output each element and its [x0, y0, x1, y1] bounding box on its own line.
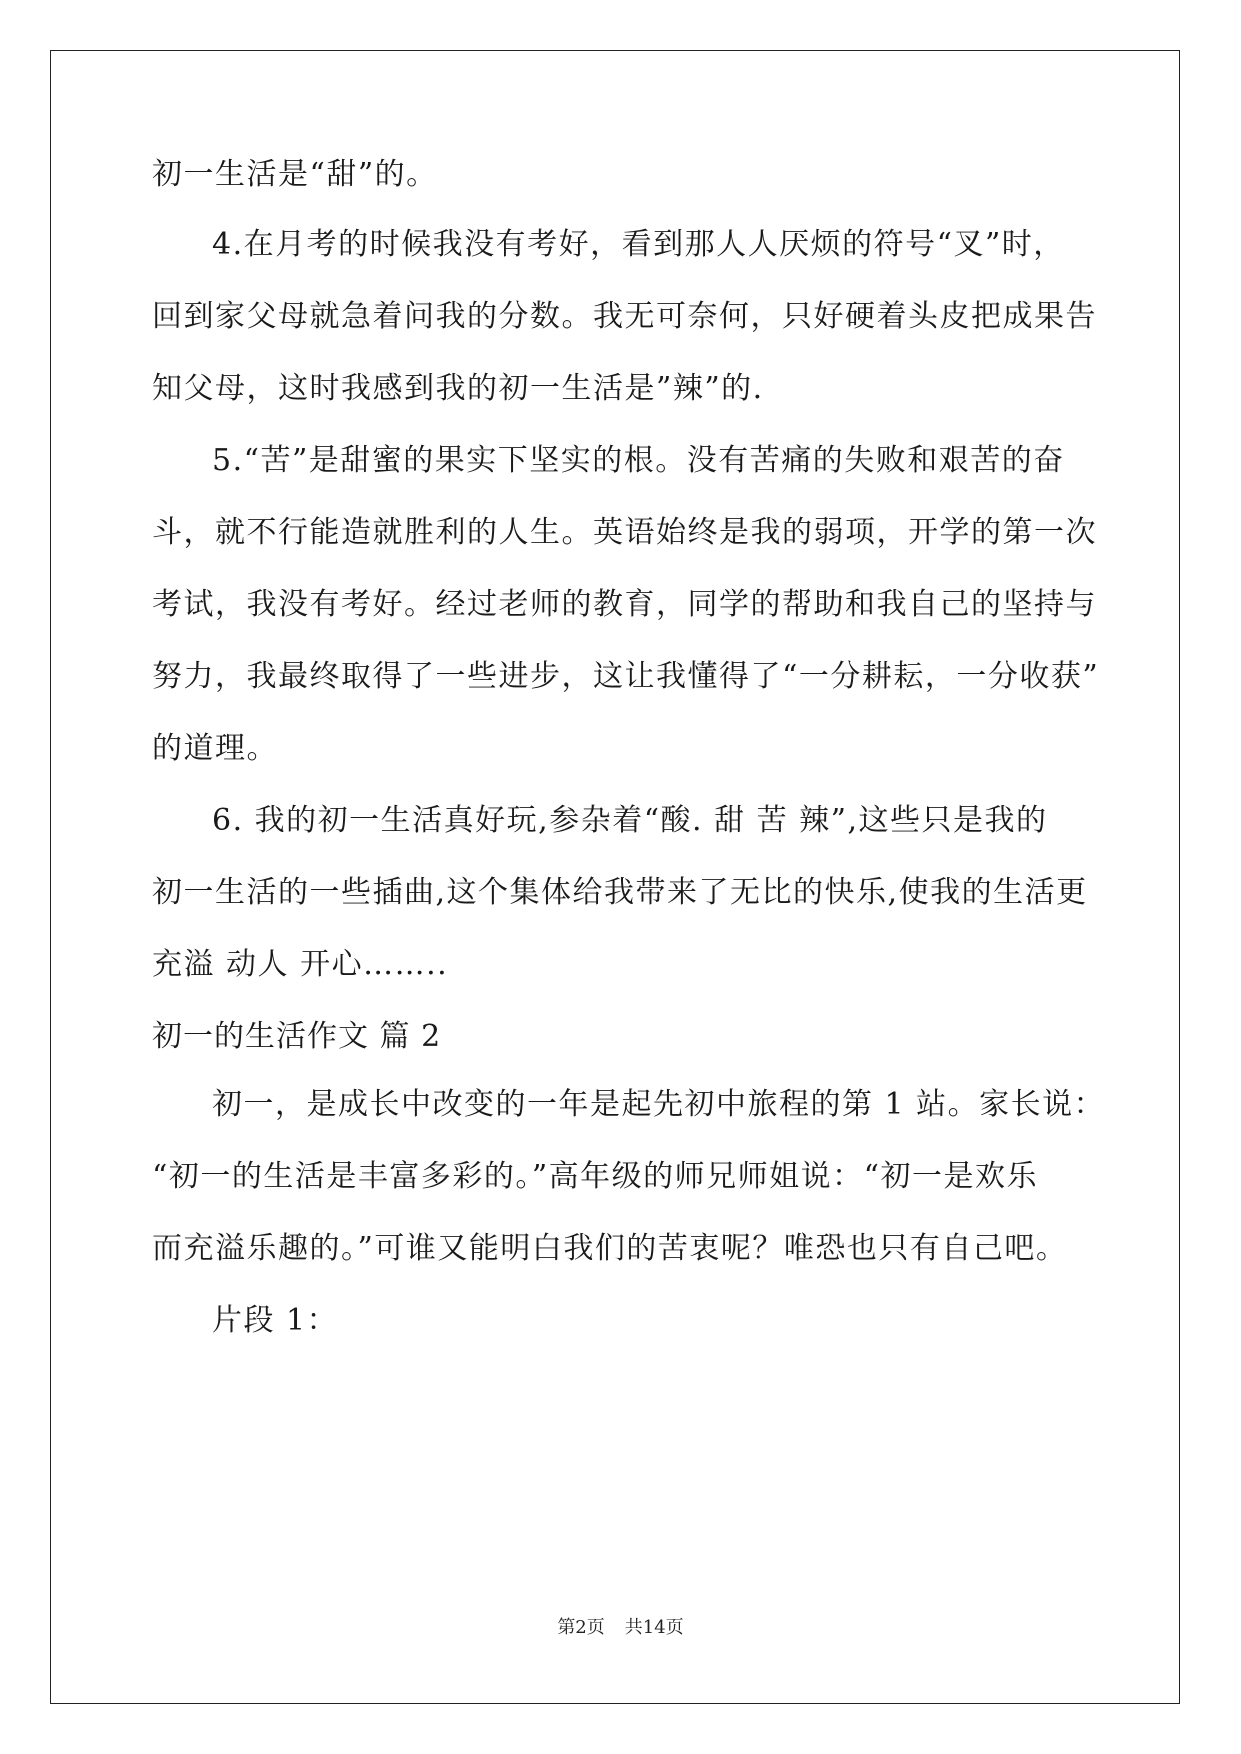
page-total: 共14页: [624, 1617, 684, 1638]
paragraph-line: 4.在月考的时候我没有考好，看到那人人厌烦的符号“叉”时，: [212, 227, 1065, 262]
section-heading: 初一的生活作文 篇 2: [152, 1019, 442, 1054]
paragraph-line: 初一生活是“甜”的。: [152, 157, 438, 192]
paragraph-line: 回到家父母就急着问我的分数。我无可奈何，只好硬着头皮把成果告: [152, 299, 1097, 334]
paragraph-line: 努力，我最终取得了一些进步，这让我懂得了“一分耕耘，一分收获”: [152, 659, 1100, 694]
paragraph-line: 的道理。: [152, 731, 278, 766]
paragraph-line: 而充溢乐趣的。”可谁又能明白我们的苦衷呢？唯恐也只有自己吧。: [152, 1231, 1068, 1266]
paragraph-line: 考试，我没有考好。经过老师的教育，同学的帮助和我自己的坚持与: [152, 587, 1097, 622]
paragraph-line: “初一的生活是丰富多彩的。”高年级的师兄师姐说：“初一是欢乐: [152, 1159, 1039, 1194]
paragraph-line: 斗，就不行能造就胜利的人生。英语始终是我的弱项，开学的第一次: [152, 515, 1097, 550]
paragraph-line: 知父母，这时我感到我的初一生活是”辣”的.: [152, 371, 764, 406]
paragraph-line: 初一生活的一些插曲,这个集体给我带来了无比的快乐,使我的生活更: [152, 875, 1088, 910]
paragraph-line: 片段 1：: [212, 1303, 339, 1338]
page-footer: [0, 1617, 1241, 1639]
page-number: 第2页: [557, 1617, 605, 1638]
paragraph-line: 5.“苦”是甜蜜的果实下坚实的根。没有苦痛的失败和艰苦的奋: [212, 443, 1065, 478]
paragraph-line: 充溢 动人 开心……..: [152, 947, 449, 982]
paragraph-line: 初一，是成长中改变的一年是起先初中旅程的第 1 站。家长说：: [212, 1087, 1106, 1122]
paragraph-line: 6. 我的初一生活真好玩,参杂着“酸. 甜 苦 辣”,这些只是我的: [212, 803, 1048, 838]
